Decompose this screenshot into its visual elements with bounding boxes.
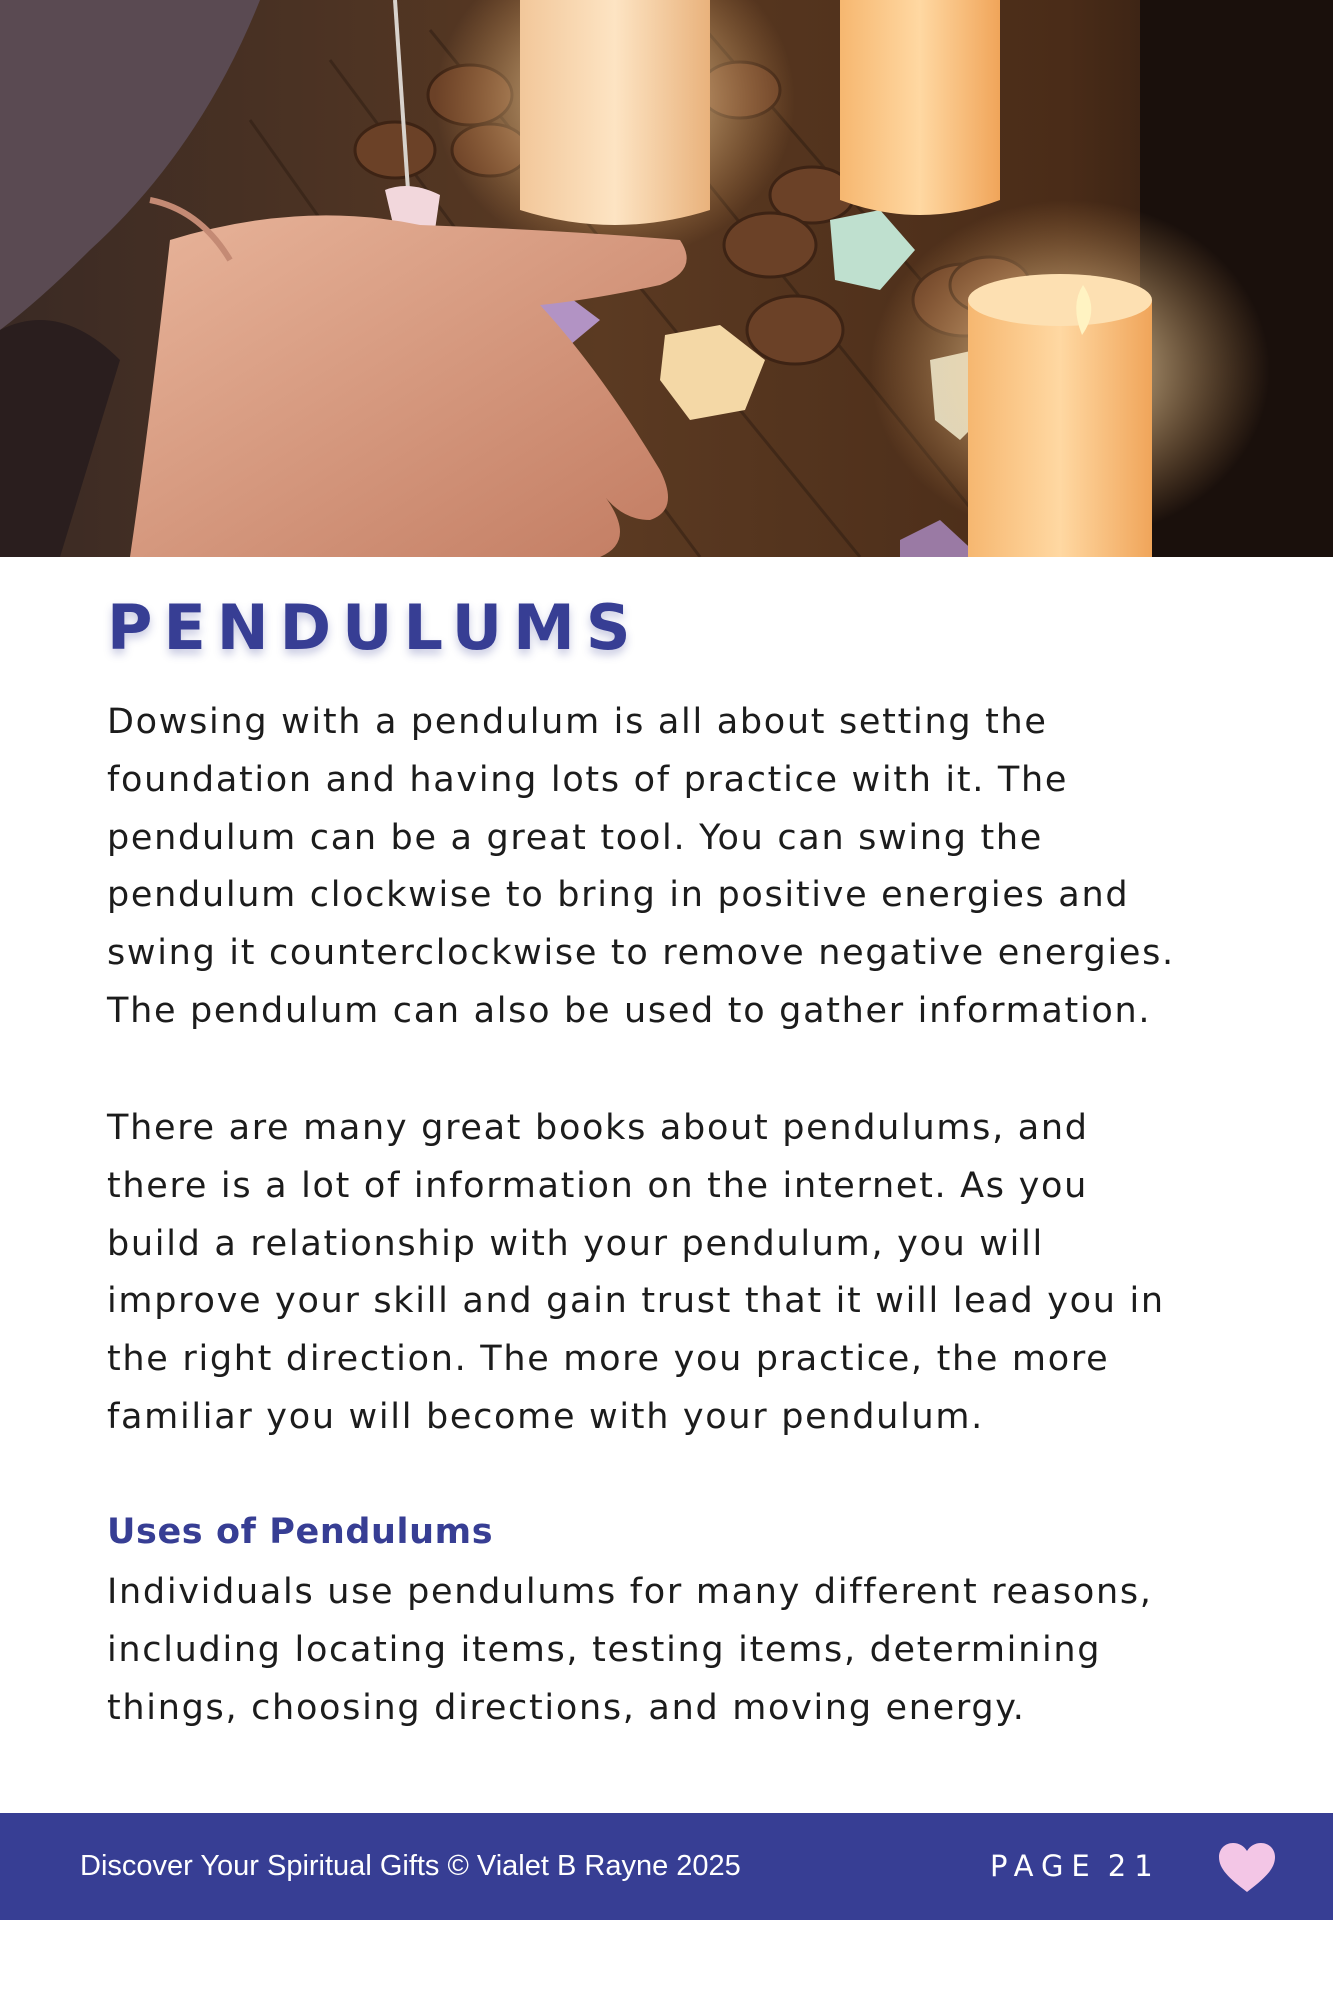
paragraph-uses: Individuals use pendulums for many different reasons, including locating items, testing items, determining things, choosing directions, and moving energy. [107,1572,1153,1728]
paragraph-resources: There are many great books about pendulums, and there is a lot of information on the internet. As you build a relationship with your pendulum, you will improve your skill and gain trust that it will lead you in the right direction. The more you practice, the more familiar you will become with your pendulum. [107,1108,1165,1437]
footer-bar [0,1813,1333,1920]
page-label: PAGE [990,1849,1098,1883]
heart-icon [1217,1842,1277,1894]
hero-photo [0,0,1333,557]
paragraph-intro: Dowsing with a pendulum is all about setting the foundation and having lots of practice with it. The pendulum can be a great tool. You can swing the pendulum clockwise to bring in positive energies and swing it counterclockwise to remove negative energies. The pendulum can also be used to gather information. [107,702,1175,1031]
section-heading-uses: Uses of Pendulums [107,1512,494,1552]
footer-copyright: Discover Your Spiritual Gifts © Vialet B Rayne 2025 [80,1850,741,1882]
page-indicator [990,1813,1161,1920]
page-title: PENDULUMS [107,591,642,664]
page-number: 21 [1107,1849,1161,1883]
